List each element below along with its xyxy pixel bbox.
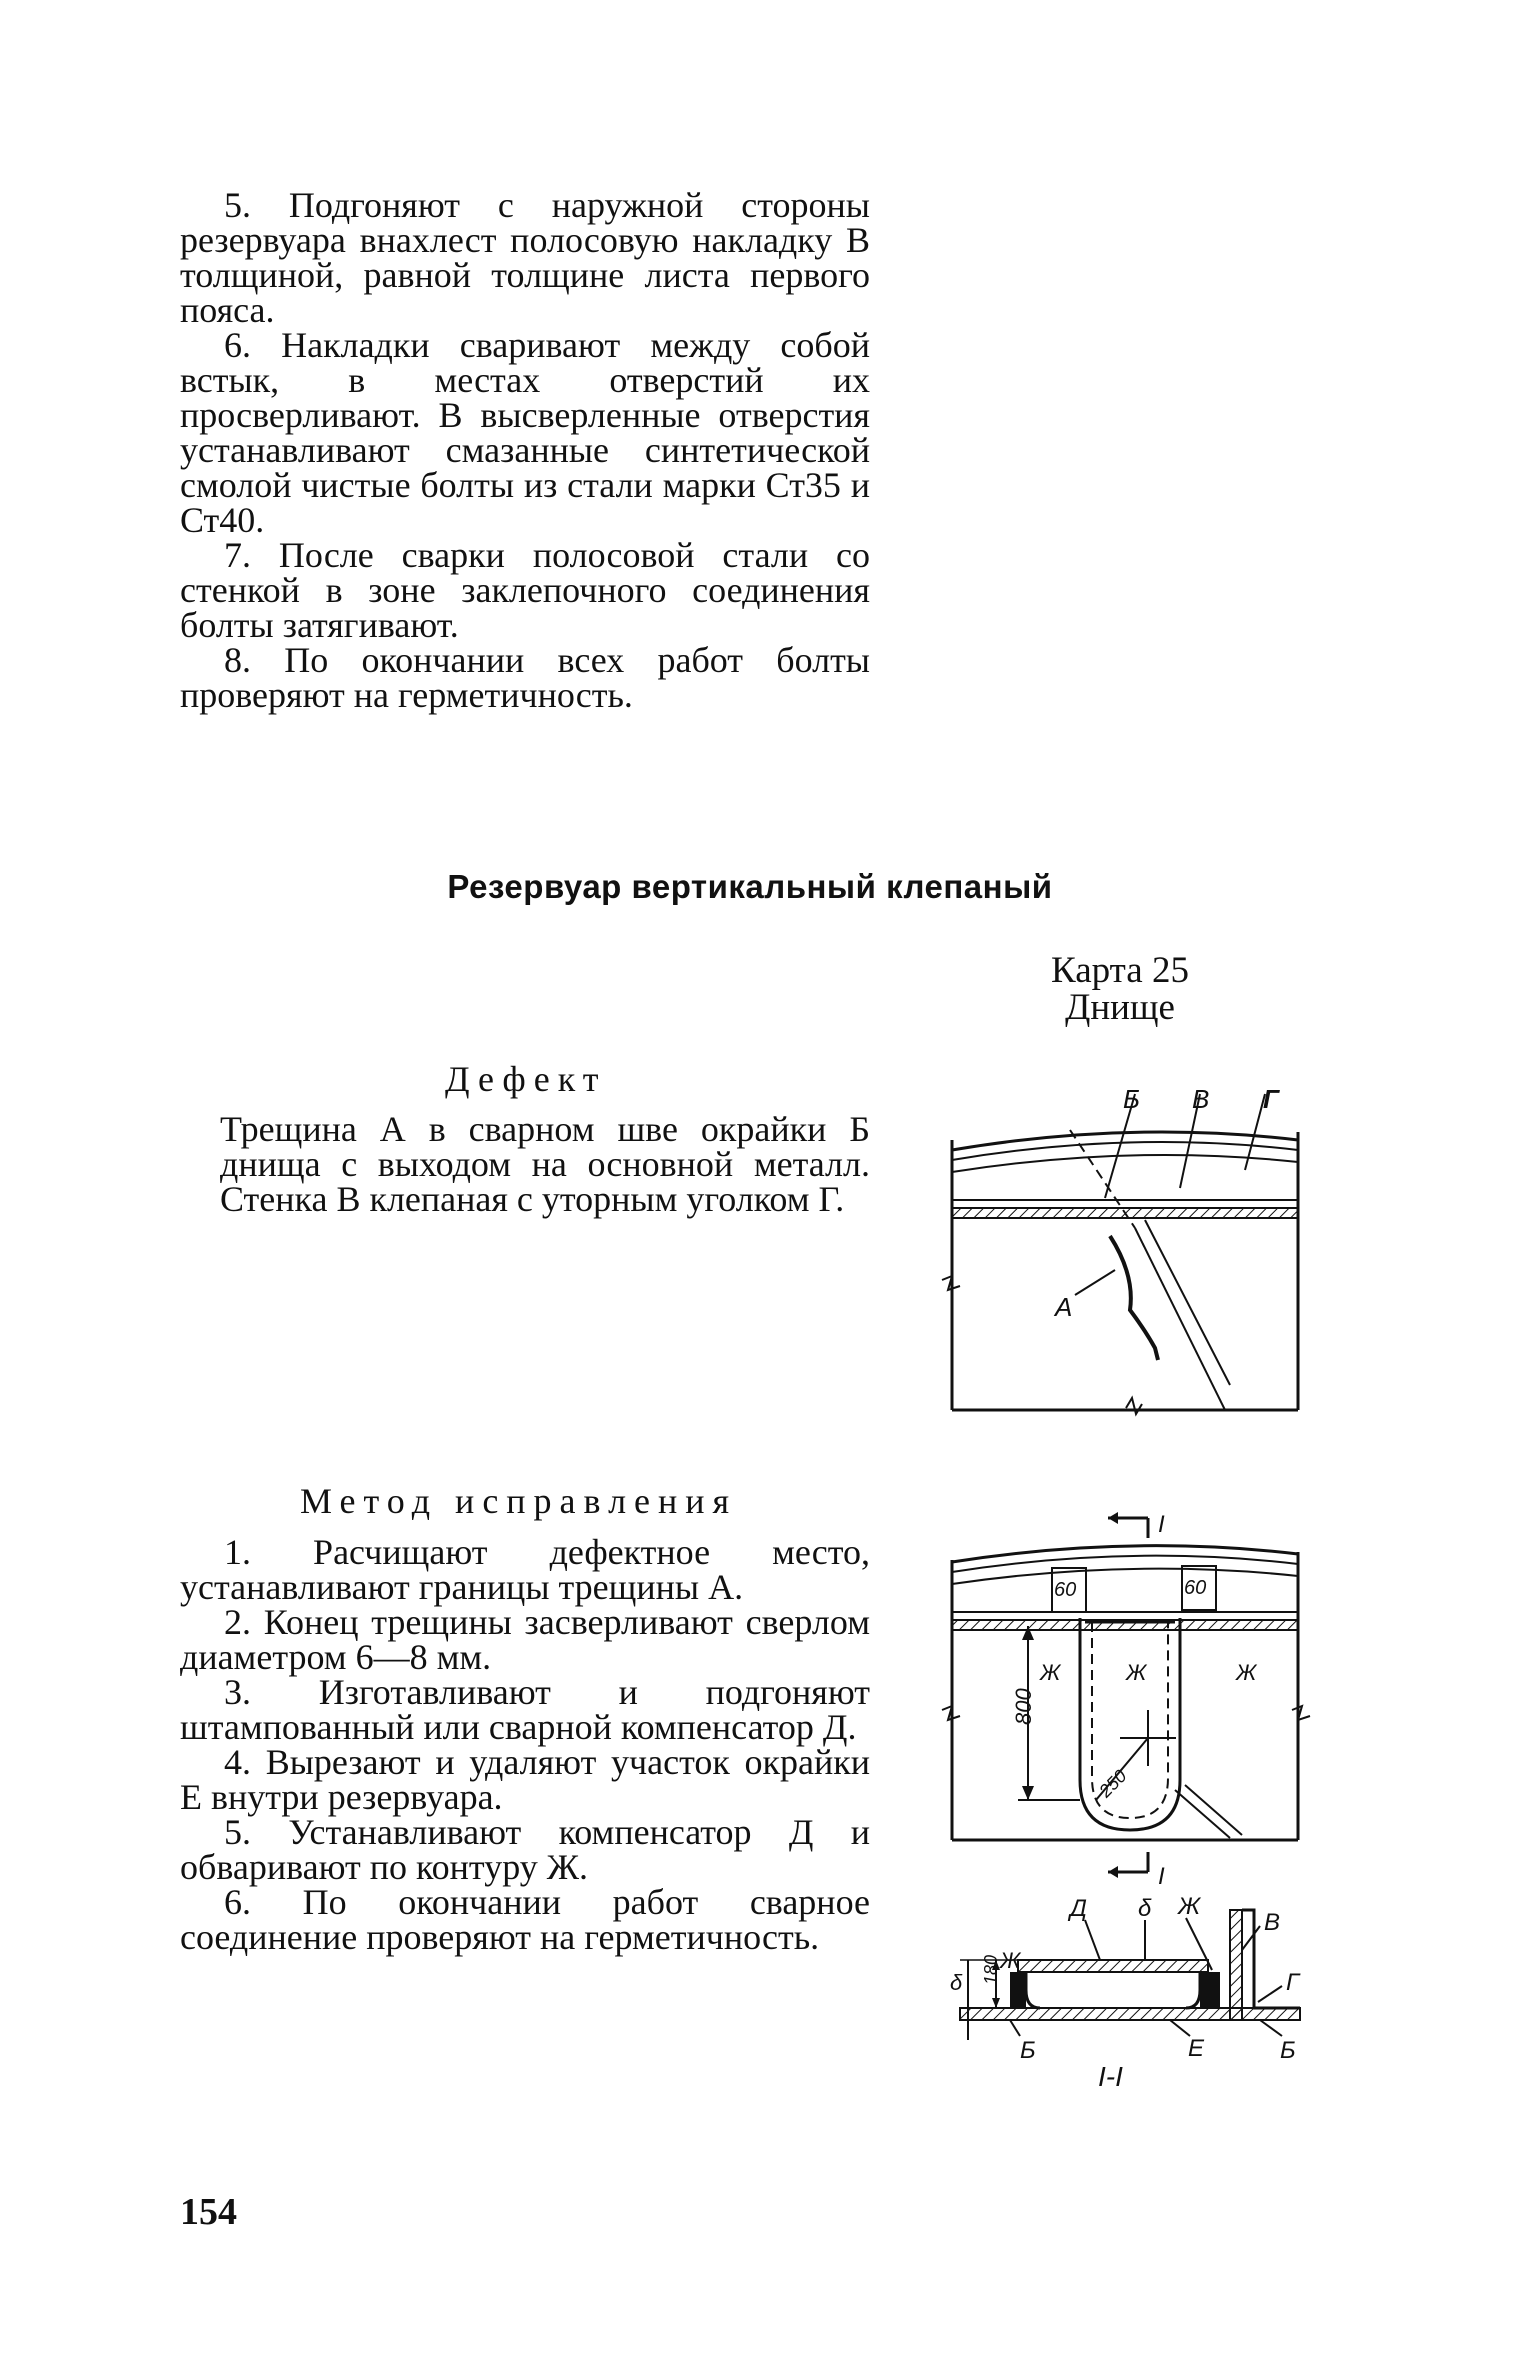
- repair-plan-drawing: [930, 1500, 1330, 1890]
- defect-heading: Дефект: [445, 1059, 607, 1099]
- defect-text: Трещина А в сварном шве окрайки Б днища с выходом на основной металл. Стенка В клепаная с уторным уголком Г.: [220, 1109, 870, 1219]
- method-steps-list: [180, 1532, 870, 1957]
- fig2-zh-left: Ж: [1040, 1660, 1061, 1685]
- top-step-6: 6. Накладки сваривают между собой встык, в местах отверстий их просверливают. В высверленные отверстия устанавливают смазанные синтетической смолой чистые болты из стали марки Ст35 и Ст40.: [180, 325, 870, 540]
- fig2-dim-800: 800: [1011, 1688, 1036, 1725]
- fig3-label-e: Е: [1188, 2035, 1205, 2062]
- fig2-zh-mid: Ж: [1126, 1660, 1147, 1685]
- method-step-6: 6. По окончании работ сварное соединение проверяют на герметичность.: [180, 1882, 870, 1957]
- method-step-5: 5. Устанавливают компенсатор Д и обваривают по контуру Ж.: [180, 1812, 870, 1887]
- top-step-7: 7. После сварки полосовой стали со стенкой в зоне заклепочного соединения болты затягивают.: [180, 535, 870, 645]
- fig2-zh-right: Ж: [1236, 1660, 1257, 1685]
- page-number: 154: [180, 2191, 237, 2233]
- fig1-label-g: Г: [1263, 1084, 1279, 1114]
- fig3-label-zh-left: Ж: [1000, 1948, 1021, 1973]
- card-number: Карта 25: [1051, 950, 1189, 991]
- fig2-section-mark-top: I: [1158, 1511, 1165, 1538]
- fig3-section-caption: I-I: [1098, 2061, 1123, 2092]
- top-step-8: 8. По окончании всех работ болты проверяют на герметичность.: [180, 640, 870, 715]
- fig3-delta-left: δ: [950, 1970, 963, 1995]
- method-step-3: 3. Изготавливают и подгоняют штампованный или сварной компенсатор Д.: [180, 1672, 870, 1747]
- method-step-2: 2. Конец трещины засверливают сверлом диаметром 6—8 мм.: [180, 1602, 870, 1677]
- defect-description: [220, 1109, 870, 1219]
- method-heading: Метод исправления: [300, 1481, 738, 1521]
- method-step-1: 1. Расчищают дефектное место, устанавливают границы трещины А.: [180, 1532, 870, 1607]
- top-steps-list: [180, 185, 870, 715]
- fig3-label-delta-top: δ: [1138, 1895, 1152, 1922]
- fig2-dim-60-right: 60: [1184, 1577, 1207, 1599]
- fig3-label-zh-top: Ж: [1178, 1893, 1201, 1920]
- fig3-dim-180: 180: [981, 1954, 1001, 1985]
- fig3-label-v: В: [1264, 1909, 1281, 1936]
- fig3-label-d: Д: [1070, 1895, 1087, 1922]
- method-step-4: 4. Вырезают и удаляют участок окрайки Е внутри резервуара.: [180, 1742, 870, 1817]
- fig3-label-b-right: Б: [1280, 2037, 1296, 2064]
- fig3-label-g: Г: [1286, 1969, 1300, 1996]
- fig1-label-v: В: [1192, 1084, 1210, 1114]
- fig3-label-b-left: Б: [1020, 2037, 1036, 2064]
- card-label: Днище: [1065, 987, 1175, 1028]
- top-step-5: 5. Подгоняют с наружной стороны резервуара внахлест полосовую накладку В толщиной, равной толщине листа первого пояса.: [180, 185, 870, 330]
- fig1-label-a: А: [1055, 1292, 1073, 1322]
- fig1-label-b: Б: [1123, 1084, 1140, 1114]
- fig2-dim-60-left: 60: [1054, 1579, 1077, 1601]
- fig2-section-mark-bottom: I: [1158, 1863, 1165, 1890]
- fig2-radius-250: 250: [1095, 1765, 1131, 1802]
- section-drawing: [930, 1890, 1330, 2100]
- section-title: Резервуар вертикальный клепаный: [447, 868, 1053, 905]
- defect-drawing: [930, 1080, 1320, 1420]
